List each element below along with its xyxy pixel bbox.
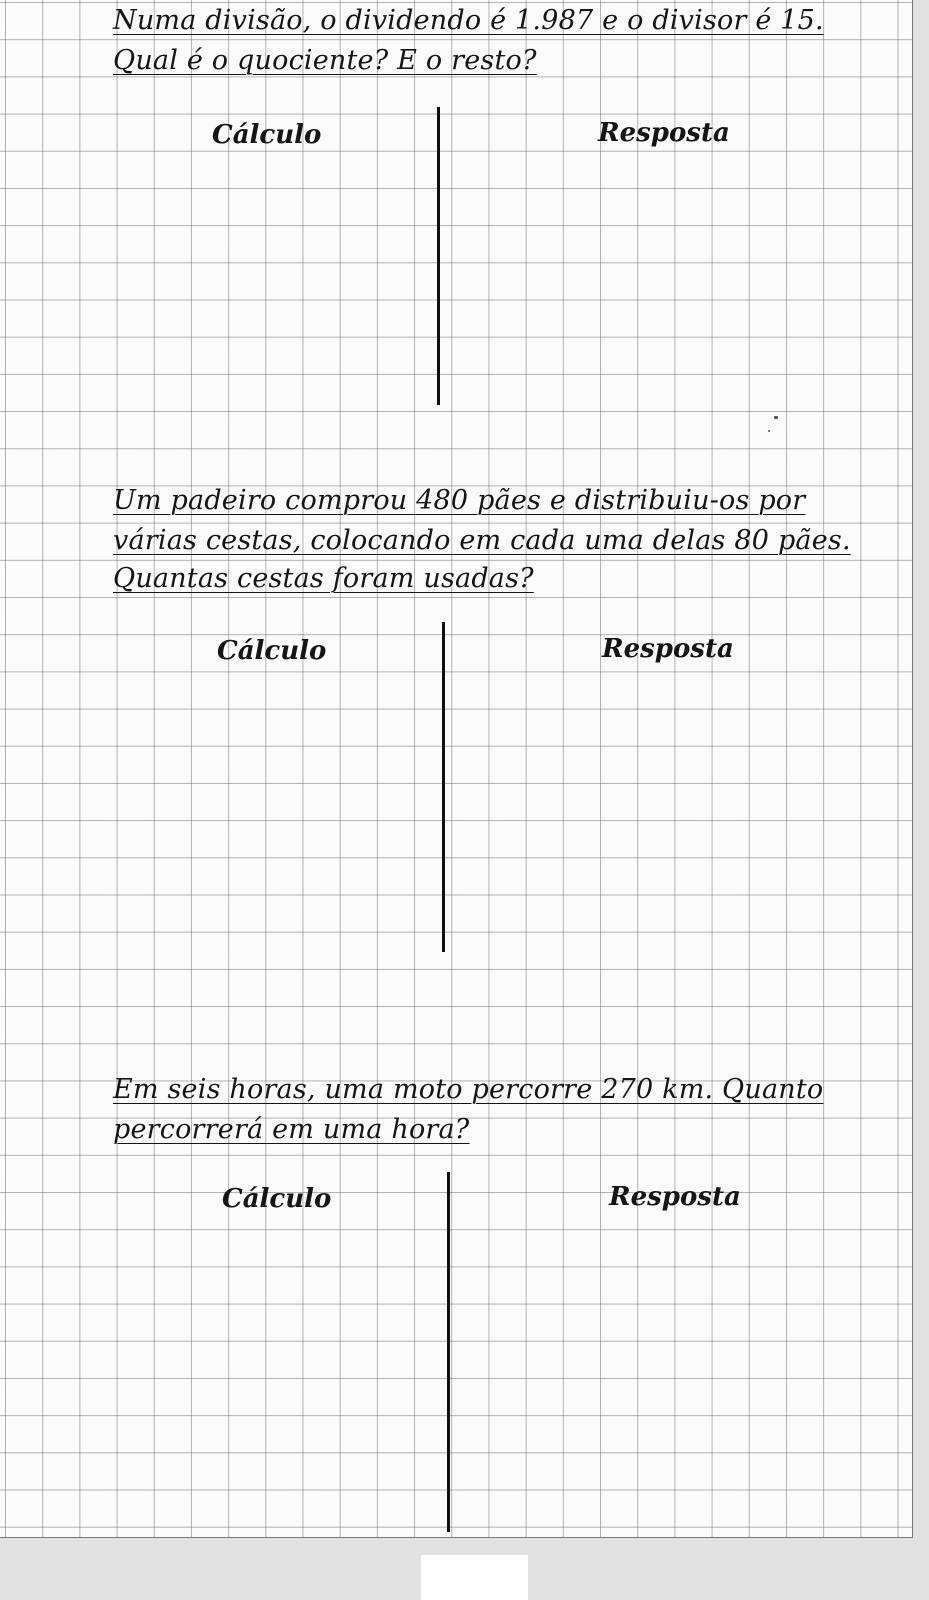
problem-2-text-line-3: Quantas cestas foram usadas? [113, 563, 534, 594]
problem-3-column-divider [447, 1172, 450, 1532]
problem-1-column-divider [437, 107, 440, 405]
problem-2-answer-area[interactable] [447, 676, 907, 952]
problem-3-calc-area[interactable] [10, 1224, 445, 1532]
problem-3-calc-heading: Cálculo [222, 1184, 332, 1214]
problem-2-calc-area[interactable] [10, 676, 440, 952]
problem-1-calc-area[interactable] [10, 160, 435, 405]
problem-2-calc-heading: Cálculo [217, 636, 327, 666]
paper-edge-tab [421, 1555, 528, 1600]
problem-1-answer-heading: Resposta [598, 118, 730, 148]
problem-3-text-line-1: Em seis horas, uma moto percorre 270 km. Quanto [113, 1074, 824, 1105]
scan-speck [774, 416, 778, 419]
scan-speck [768, 430, 770, 432]
problem-2-column-divider [442, 622, 445, 952]
problem-2-text-line-2: várias cestas, colocando em cada uma delas 80 pães. [113, 525, 851, 556]
problem-2-text-line-1: Um padeiro comprou 480 pães e distribuiu-os por [113, 485, 806, 516]
problem-1-calc-heading: Cálculo [212, 120, 322, 150]
problem-2-answer-heading: Resposta [602, 634, 734, 664]
problem-1-text-line-2: Qual é o quociente? E o resto? [113, 45, 537, 76]
problem-3-answer-area[interactable] [452, 1224, 907, 1532]
problem-3-text-line-2: percorrerá em uma hora? [113, 1114, 470, 1145]
problem-3-answer-heading: Resposta [609, 1182, 741, 1212]
problem-1-text-line-1: Numa divisão, o dividendo é 1.987 e o divisor é 15. [113, 5, 824, 36]
problem-1-answer-area[interactable] [442, 160, 907, 405]
